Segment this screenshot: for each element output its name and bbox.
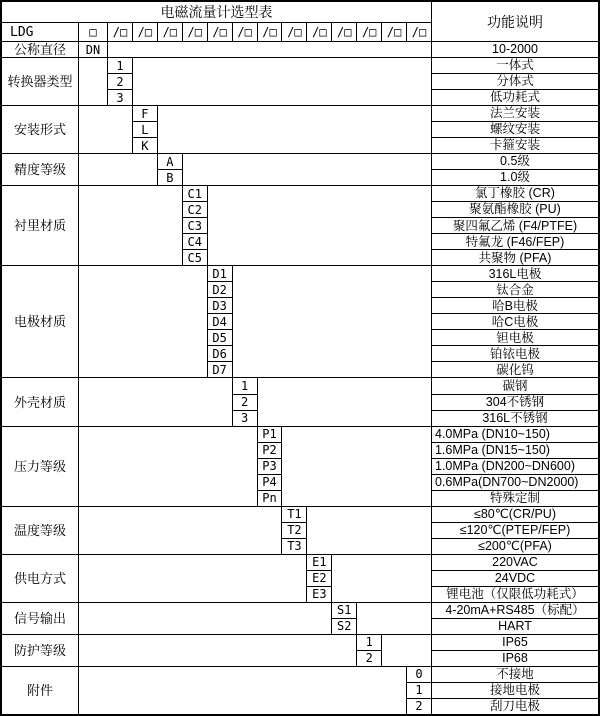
filler-cell <box>79 154 157 185</box>
description-cell: 10-2000 <box>432 42 598 57</box>
description-cell: 接地电极 <box>432 683 598 698</box>
description-cell: 316L电极 <box>432 266 598 281</box>
description-cell: 不接地 <box>432 667 598 682</box>
category-label: 附件 <box>2 667 78 714</box>
category-label: 电极材质 <box>2 266 78 377</box>
code-cell: D7 <box>208 362 232 377</box>
description-cell: 1.6MPa (DN15~150) <box>432 443 598 458</box>
model-code-box: /□ <box>307 23 331 41</box>
code-cell: P4 <box>258 475 282 490</box>
code-cell: 2 <box>407 699 431 714</box>
filler-cell <box>79 667 406 714</box>
filler-cell <box>79 635 356 666</box>
code-cell: 3 <box>233 411 257 426</box>
category-label: 公称直径 <box>2 42 78 57</box>
description-cell: 1.0MPa (DN200~DN600) <box>432 459 598 474</box>
description-cell: 铂铱电极 <box>432 346 598 361</box>
code-cell: DN <box>79 42 107 57</box>
description-cell: 哈C电极 <box>432 314 598 329</box>
code-cell: P3 <box>258 459 282 474</box>
description-cell: 316L不锈钢 <box>432 411 598 426</box>
code-cell: F <box>133 106 157 121</box>
filler-cell <box>79 378 232 425</box>
code-cell: 1 <box>108 58 132 73</box>
code-cell: A <box>158 154 182 169</box>
code-cell: E2 <box>307 571 331 586</box>
category-label: 外壳材质 <box>2 378 78 425</box>
model-code-box: /□ <box>382 23 406 41</box>
code-cell: T2 <box>282 523 306 538</box>
filler-cell <box>183 154 431 185</box>
model-prefix: LDG <box>2 23 78 41</box>
filler-cell <box>79 507 281 554</box>
filler-cell <box>133 58 431 105</box>
category-label: 精度等级 <box>2 154 78 185</box>
category-label: 防护等级 <box>2 635 78 666</box>
description-cell: 分体式 <box>432 74 598 89</box>
description-cell: 碳化钨 <box>432 362 598 377</box>
description-cell: ≤200℃(PFA) <box>432 539 598 554</box>
category-label: 信号输出 <box>2 603 78 634</box>
code-cell: 1 <box>357 635 381 650</box>
description-cell: 锂电池（仅限低功耗式） <box>432 587 598 602</box>
filler-cell <box>79 266 207 377</box>
category-label: 压力等级 <box>2 427 78 506</box>
description-cell: 0.6MPa(DN700~DN2000) <box>432 475 598 490</box>
model-code-box: /□ <box>133 23 157 41</box>
filler-cell <box>79 603 331 634</box>
code-cell: D2 <box>208 282 232 297</box>
filler-cell <box>258 378 431 425</box>
description-cell: 220VAC <box>432 555 598 570</box>
model-first-box: □ <box>79 23 107 41</box>
code-cell: B <box>158 170 182 185</box>
description-cell: HART <box>432 619 598 634</box>
table-title: 电磁流量计选型表 <box>2 2 431 22</box>
description-cell: 24VDC <box>432 571 598 586</box>
model-code-box: /□ <box>233 23 257 41</box>
model-code-box: /□ <box>407 23 431 41</box>
filler-cell <box>79 427 257 506</box>
filler-cell <box>282 427 431 506</box>
category-label: 温度等级 <box>2 507 78 554</box>
code-cell: K <box>133 138 157 153</box>
category-label: 安装形式 <box>2 106 78 153</box>
function-column-header: 功能说明 <box>432 2 598 41</box>
category-label: 供电方式 <box>2 555 78 602</box>
description-cell: 螺纹安装 <box>432 122 598 137</box>
description-cell: 1.0级 <box>432 170 598 185</box>
code-cell: P2 <box>258 443 282 458</box>
model-code-box: /□ <box>183 23 207 41</box>
filler-cell <box>307 507 431 554</box>
filler-cell <box>332 555 431 602</box>
description-cell: 4.0MPa (DN10~150) <box>432 427 598 442</box>
code-cell: L <box>133 122 157 137</box>
filler-cell <box>382 635 431 666</box>
code-cell: 0 <box>407 667 431 682</box>
model-code-box: /□ <box>258 23 282 41</box>
code-cell: C3 <box>183 218 207 233</box>
filler-cell <box>158 106 431 153</box>
filler-cell <box>233 266 431 377</box>
description-cell: 聚氨酯橡胶 (PU) <box>432 202 598 217</box>
code-cell: 2 <box>357 651 381 666</box>
description-cell: 卡箍安装 <box>432 138 598 153</box>
description-cell: 特氟龙 (F46/FEP) <box>432 234 598 249</box>
code-cell: T1 <box>282 507 306 522</box>
category-label: 转换器类型 <box>2 58 78 105</box>
code-cell: P1 <box>258 427 282 442</box>
code-cell: D1 <box>208 266 232 281</box>
filler-cell <box>79 58 107 105</box>
filler-cell <box>108 42 431 57</box>
description-cell: ≤120℃(PTEP/FEP) <box>432 523 598 538</box>
description-cell: 特殊定制 <box>432 491 598 506</box>
description-cell: 碳钢 <box>432 378 598 393</box>
code-cell: C4 <box>183 234 207 249</box>
description-cell: 刮刀电极 <box>432 699 598 714</box>
code-cell: 1 <box>233 378 257 393</box>
description-cell: 0.5级 <box>432 154 598 169</box>
description-cell: 钽电极 <box>432 330 598 345</box>
description-cell: 法兰安装 <box>432 106 598 121</box>
code-cell: D4 <box>208 314 232 329</box>
description-cell: ≤80℃(CR/PU) <box>432 507 598 522</box>
code-cell: C2 <box>183 202 207 217</box>
code-cell: D6 <box>208 346 232 361</box>
model-code-box: /□ <box>357 23 381 41</box>
code-cell: 1 <box>407 683 431 698</box>
code-cell: D3 <box>208 298 232 313</box>
filler-cell <box>357 603 431 634</box>
code-cell: Pn <box>258 491 282 506</box>
code-cell: E1 <box>307 555 331 570</box>
code-cell: C1 <box>183 186 207 201</box>
code-cell: T3 <box>282 539 306 554</box>
description-cell: 哈B电极 <box>432 298 598 313</box>
description-cell: 304不锈钢 <box>432 395 598 410</box>
filler-cell <box>79 186 182 265</box>
description-cell: IP65 <box>432 635 598 650</box>
description-cell: 钛合金 <box>432 282 598 297</box>
filler-cell <box>208 186 431 265</box>
code-cell: E3 <box>307 587 331 602</box>
model-code-box: /□ <box>282 23 306 41</box>
description-cell: 低功耗式 <box>432 90 598 105</box>
model-code-box: /□ <box>158 23 182 41</box>
code-cell: C5 <box>183 250 207 265</box>
code-cell: 2 <box>233 395 257 410</box>
model-code-box: /□ <box>108 23 132 41</box>
category-label: 衬里材质 <box>2 186 78 265</box>
code-cell: 3 <box>108 90 132 105</box>
code-cell: 2 <box>108 74 132 89</box>
filler-cell <box>79 555 306 602</box>
description-cell: 氯丁橡胶 (CR) <box>432 186 598 201</box>
model-code-box: /□ <box>332 23 356 41</box>
code-cell: S2 <box>332 619 356 634</box>
description-cell: 共聚物 (PFA) <box>432 250 598 265</box>
description-cell: 聚四氟乙烯 (F4/PTFE) <box>432 218 598 233</box>
description-cell: 4-20mA+RS485（标配） <box>432 603 598 618</box>
filler-cell <box>79 106 132 153</box>
code-cell: D5 <box>208 330 232 345</box>
code-cell: S1 <box>332 603 356 618</box>
description-cell: 一体式 <box>432 58 598 73</box>
model-code-box: /□ <box>208 23 232 41</box>
description-cell: IP68 <box>432 651 598 666</box>
